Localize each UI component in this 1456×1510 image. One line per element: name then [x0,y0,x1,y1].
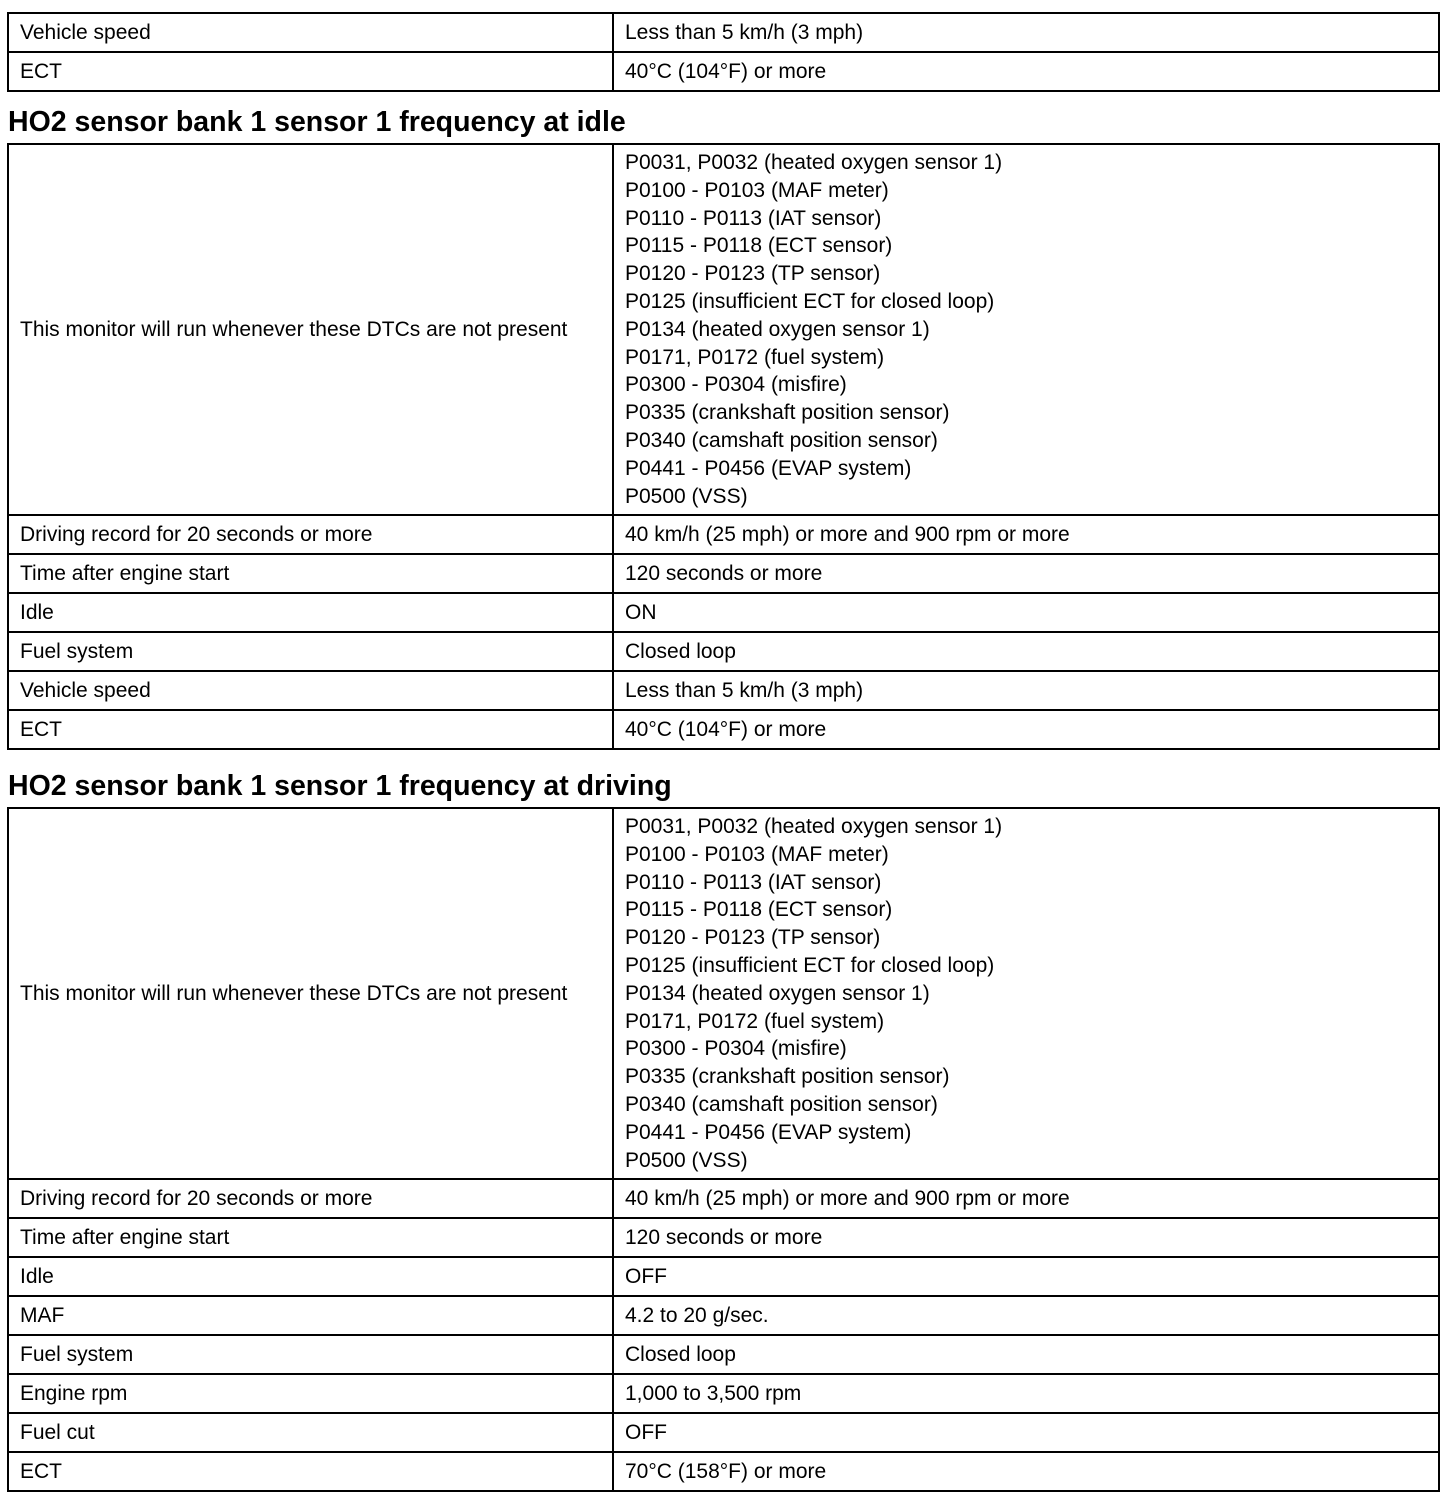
condition-label: Fuel cut [8,1413,613,1452]
table-row [8,1179,1439,1218]
condition-label: Time after engine start [8,1218,613,1257]
condition-value: Less than 5 km/h (3 mph) [613,671,1439,710]
table-driving-conditions [7,807,1440,1492]
dtc-item: P0134 (heated oxygen sensor 1) [625,981,930,1005]
table-row [8,632,1439,671]
dtc-list [613,808,1439,1179]
condition-label: Driving record for 20 seconds or more [8,1179,613,1218]
dtc-item: P0115 - P0118 (ECT sensor) [625,234,893,258]
dtc-item: P0300 - P0304 (misfire) [625,1037,847,1061]
dtc-item: P0340 (camshaft position sensor) [625,428,938,452]
dtc-item: P0500 (VSS) [625,1148,748,1172]
dtc-item: P0125 (insufficient ECT for closed loop) [625,289,995,313]
dtc-item: P0110 - P0113 (IAT sensor) [625,870,882,894]
dtc-condition-label: This monitor will run whenever these DTCs are not present [8,808,613,1179]
condition-value: Less than 5 km/h (3 mph) [613,13,1439,52]
dtc-item: P0441 - P0456 (EVAP system) [625,1120,912,1144]
dtc-item: P0171, P0172 (fuel system) [625,1009,885,1033]
dtc-item: P0335 (crankshaft position sensor) [625,401,950,425]
dtc-item: P0100 - P0103 (MAF meter) [625,842,889,866]
table-row [8,554,1439,593]
table-row [8,13,1439,52]
condition-value: 120 seconds or more [613,1218,1439,1257]
dtc-item: P0300 - P0304 (misfire) [625,373,847,397]
dtc-item: P0171, P0172 (fuel system) [625,345,885,369]
dtc-item: P0031, P0032 (heated oxygen sensor 1) [625,151,1003,174]
table-row [8,1257,1439,1296]
table-row [8,1335,1439,1374]
table-row [8,671,1439,710]
section-heading-idle: HO2 sensor bank 1 sensor 1 frequency at idle [8,106,626,138]
condition-value: Closed loop [613,1335,1439,1374]
dtc-list [613,144,1439,515]
condition-value: 70°C (158°F) or more [613,1452,1439,1491]
condition-value: 1,000 to 3,500 rpm [613,1374,1439,1413]
dtc-item: P0125 (insufficient ECT for closed loop) [625,953,995,977]
table-row [8,1296,1439,1335]
condition-label: Idle [8,593,613,632]
condition-value: 40 km/h (25 mph) or more and 900 rpm or more [613,515,1439,554]
condition-label: Time after engine start [8,554,613,593]
dtc-item: P0500 (VSS) [625,484,748,508]
condition-label: Vehicle speed [8,13,613,52]
condition-value: OFF [613,1257,1439,1296]
table-row [8,52,1439,91]
table-row [8,1413,1439,1452]
dtc-item: P0100 - P0103 (MAF meter) [625,178,889,202]
dtc-item: P0134 (heated oxygen sensor 1) [625,317,930,341]
condition-value: ON [613,593,1439,632]
table-top-continuation [7,12,1440,92]
table-row [8,1374,1439,1413]
condition-label: ECT [8,52,613,91]
condition-label: Fuel system [8,1335,613,1374]
table-row [8,515,1439,554]
dtc-item: P0340 (camshaft position sensor) [625,1092,938,1116]
dtc-item: P0110 - P0113 (IAT sensor) [625,206,882,230]
section-heading-driving: HO2 sensor bank 1 sensor 1 frequency at driving [8,770,672,802]
dtc-item: P0120 - P0123 (TP sensor) [625,926,881,950]
condition-value: Closed loop [613,632,1439,671]
table-row [8,593,1439,632]
table-row [8,1452,1439,1491]
condition-label: Driving record for 20 seconds or more [8,515,613,554]
table-row [8,1218,1439,1257]
condition-label: MAF [8,1296,613,1335]
dtc-row [8,808,1439,1179]
condition-value: 4.2 to 20 g/sec. [613,1296,1439,1335]
condition-label: Idle [8,1257,613,1296]
condition-value: 40°C (104°F) or more [613,52,1439,91]
condition-label: ECT [8,1452,613,1491]
condition-label: Fuel system [8,632,613,671]
condition-label: ECT [8,710,613,749]
dtc-item: P0115 - P0118 (ECT sensor) [625,898,893,922]
dtc-item: P0120 - P0123 (TP sensor) [625,262,881,286]
dtc-condition-label: This monitor will run whenever these DTCs are not present [8,144,613,515]
dtc-item: P0335 (crankshaft position sensor) [625,1065,950,1089]
dtc-row [8,144,1439,515]
table-idle-conditions [7,143,1440,750]
condition-value: 40 km/h (25 mph) or more and 900 rpm or more [613,1179,1439,1218]
dtc-item: P0031, P0032 (heated oxygen sensor 1) [625,815,1003,838]
table-row [8,710,1439,749]
condition-value: 120 seconds or more [613,554,1439,593]
condition-value: OFF [613,1413,1439,1452]
condition-label: Engine rpm [8,1374,613,1413]
dtc-item: P0441 - P0456 (EVAP system) [625,456,912,480]
condition-value: 40°C (104°F) or more [613,710,1439,749]
condition-label: Vehicle speed [8,671,613,710]
